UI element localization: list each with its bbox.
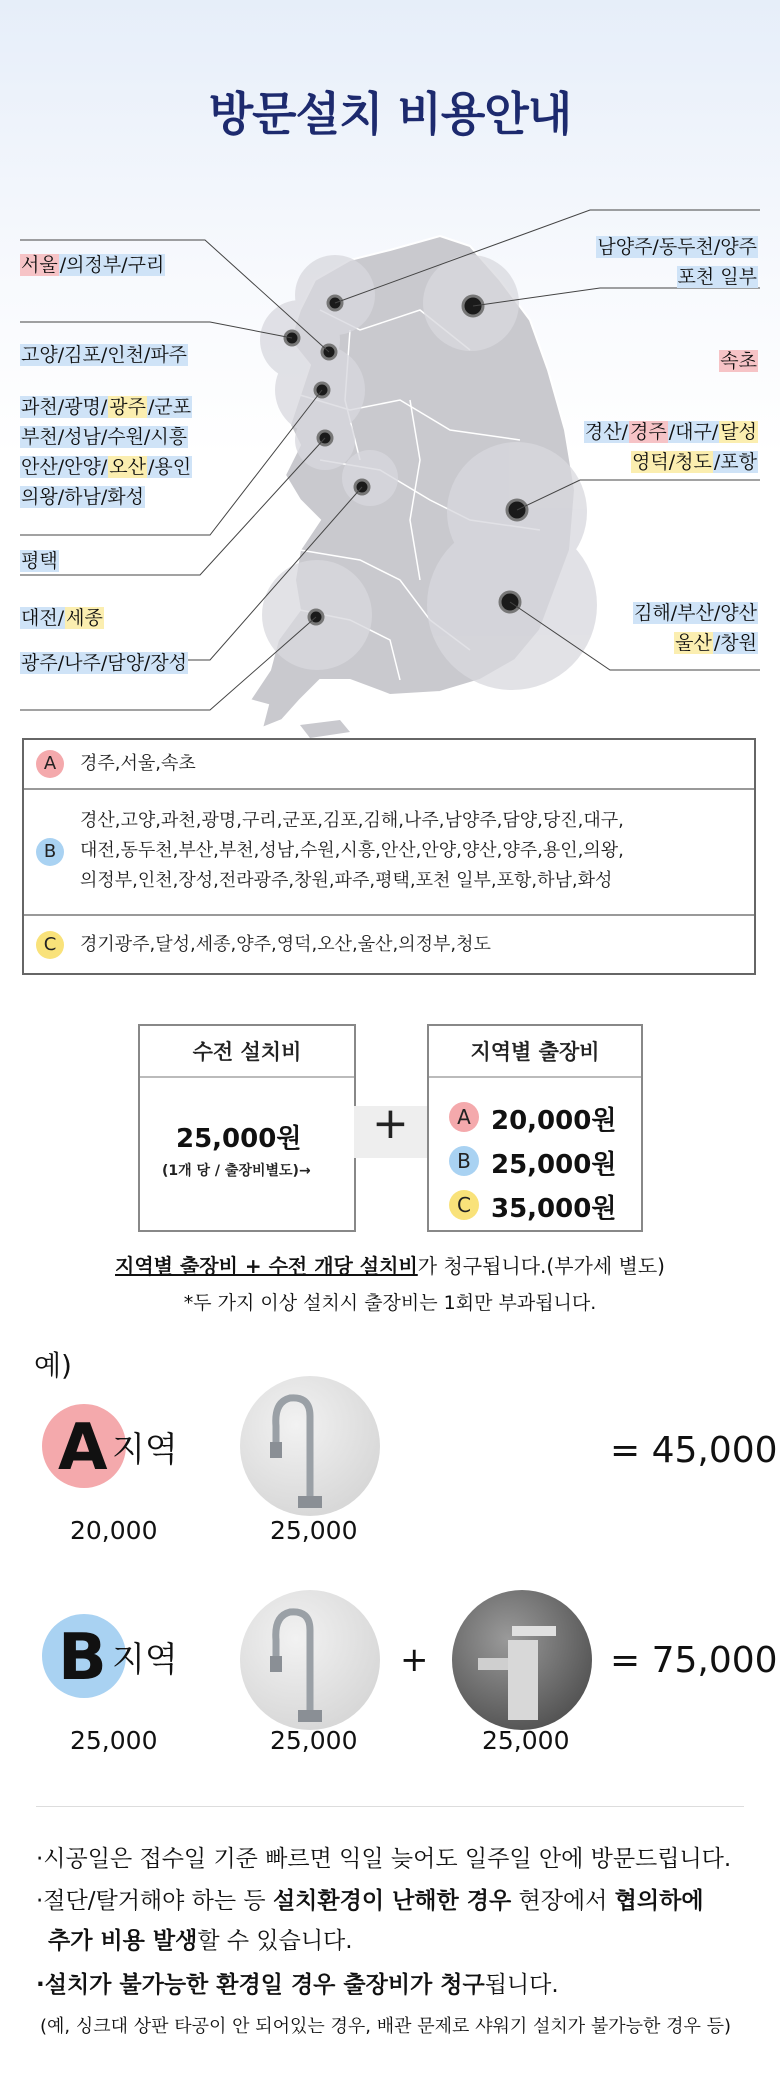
- example-a-letter: A: [58, 1411, 108, 1485]
- trip-cost-title: 지역별 출장비: [429, 1026, 641, 1078]
- label-gwangju-gyeonggi: 광주: [109, 396, 146, 418]
- trip-price-c: 35,000원: [491, 1194, 617, 1224]
- legend-row-c: [24, 916, 754, 973]
- example-b-faucet2-amount: 25,000: [482, 1726, 570, 1755]
- example-label: 예): [34, 1349, 72, 1382]
- label-sokcho-text: 속초: [720, 350, 757, 372]
- label-pohang: /포항: [713, 451, 757, 473]
- region-legend: [22, 738, 756, 975]
- bullet-examples: (예, 싱크대 상판 타공이 안 되어있는 경우, 배관 문제로 샤워기 설치가 불가능한 경우 등): [40, 2016, 732, 2037]
- label-ansan: 안산/안양/: [21, 456, 108, 478]
- label-daejeon: [20, 603, 104, 633]
- label-gimhae: [633, 598, 758, 658]
- install-cost-price: 25,000원: [176, 1124, 302, 1154]
- bullet-extra-cost-bold: 추가 비용 발생: [48, 1928, 198, 1954]
- bullet-difficult-env: [36, 1882, 704, 1915]
- badge-a: A: [36, 750, 64, 778]
- faucet-image-pullout: [240, 1376, 380, 1516]
- label-pyeongtaek-text: 평택: [21, 550, 58, 572]
- legend-a-text: 경주,서울,속초: [80, 753, 196, 774]
- label-sejong: 세종: [66, 607, 103, 629]
- badge-b: B: [36, 838, 64, 866]
- legend-b-text: [80, 806, 624, 896]
- label-changwon: /창원: [713, 632, 757, 654]
- example-a-trip-amount: 20,000: [70, 1516, 158, 1545]
- example-a-region: 지역: [112, 1430, 178, 1470]
- label-namyangju-l1: 남양주/동두천/양주: [597, 236, 757, 258]
- bullet-impossible-bold: ·설치가 불가능한 환경일 경우 출장비가 청구: [36, 1972, 485, 1998]
- plus-sign: +: [372, 1098, 409, 1149]
- example-a-faucet-amount: 25,000: [270, 1516, 358, 1545]
- install-cost-title: 수전 설치비: [140, 1026, 354, 1078]
- label-daegu: /대구/: [668, 421, 719, 443]
- label-gyeongju: 경주: [630, 421, 667, 443]
- label-seoul: [20, 250, 165, 280]
- bullet-schedule: ·시공일은 접수일 기준 빠르면 익일 늦어도 일주일 안에 방문드립니다.: [36, 1846, 732, 1872]
- bullet-difficult-d: 협의하에: [614, 1888, 704, 1914]
- faucet-image-pullout-b: [240, 1590, 380, 1730]
- bullet-extra-cost-rest: 할 수 있습니다.: [197, 1928, 353, 1954]
- label-gyeongsan-city: 경산/: [584, 421, 629, 443]
- trip-price-a: 20,000원: [491, 1106, 617, 1136]
- label-namyangju: [596, 232, 758, 292]
- label-gwangju-text: 광주/나주/담양/장성: [21, 652, 188, 674]
- label-gwacheon-a: 과천/광명/: [21, 396, 108, 418]
- multi-install-note: *두 가지 이상 설치시 출장비는 1회만 부과됩니다.: [183, 1292, 597, 1314]
- label-sokcho: [719, 346, 758, 376]
- label-goyang: [20, 340, 188, 370]
- example-b-trip-amount: 25,000: [70, 1726, 158, 1755]
- page-title: 방문설치 비용안내: [208, 87, 572, 141]
- bullet-impossible-rest: 됩니다.: [484, 1972, 559, 1998]
- install-cost-note: (1개 당 / 출장비별도)→: [162, 1163, 311, 1179]
- label-yeongdeok: 영덕/청도: [632, 451, 712, 473]
- billing-note: [0, 1250, 780, 1279]
- bullet-difficult-c: 현장에서: [511, 1888, 615, 1914]
- label-gyeongsan: [584, 417, 758, 477]
- legend-b-line2: 대전,동두천,부산,부천,성남,수원,시흥,안산,안양,양산,양주,용인,의왕,: [80, 840, 624, 861]
- example-b-faucet1-amount: 25,000: [270, 1726, 358, 1755]
- jeju-island: [300, 720, 350, 738]
- label-uiwang-line: 의왕/하남/화성: [21, 486, 144, 508]
- legend-c-text: 경기광주,달성,세종,양주,영덕,오산,울산,의정부,청도: [80, 934, 491, 955]
- bullet-difficult-b: 설치환경이 난해한 경우: [272, 1888, 512, 1914]
- trip-badge-c: C: [449, 1190, 479, 1220]
- install-cost-box: [138, 1024, 356, 1232]
- label-bucheon-line: 부천/성남/수원/시흥: [21, 426, 188, 448]
- label-yongin: /용인: [147, 456, 192, 478]
- bullet-extra-cost: [48, 1922, 353, 1955]
- faucet-image-basin: [452, 1590, 592, 1730]
- bullet-difficult-a: ·절단/탈거해야 하는 등: [36, 1888, 273, 1914]
- example-a-total: = 45,000: [610, 1430, 778, 1471]
- trip-price-b: 25,000원: [491, 1150, 617, 1180]
- label-pyeongtaek: [20, 546, 59, 576]
- label-ulsan: 울산: [675, 632, 712, 654]
- badge-c: C: [36, 931, 64, 959]
- section-divider: [36, 1806, 744, 1807]
- trip-badge-b: B: [449, 1146, 479, 1176]
- trip-badge-a: A: [449, 1102, 479, 1132]
- bullet-impossible: [36, 1966, 559, 1999]
- trip-cost-box: [427, 1024, 643, 1232]
- faucet-pullout-icon: [240, 1376, 380, 1516]
- example-b-total: = 75,000: [610, 1640, 778, 1681]
- legend-b-line3: 의정부,인천,장성,전라광주,창원,파주,평택,포천 일부,포항,하남,화성: [80, 870, 613, 891]
- label-seoul-rest: /의정부/구리: [59, 254, 165, 276]
- label-gimhae-l1: 김해/부산/양산: [634, 602, 757, 624]
- example-b-region: 지역: [112, 1640, 178, 1680]
- legend-b-line1: 경산,고양,과천,광명,구리,군포,김포,김해,나주,남양주,담양,당진,대구,: [80, 810, 624, 831]
- faucet-pullout-icon-b: [240, 1590, 380, 1730]
- billing-note-rest: 가 청구됩니다.(부가세 별도): [417, 1254, 665, 1278]
- example-b-plus: +: [400, 1640, 429, 1680]
- label-osan: 오산: [109, 456, 146, 478]
- legend-row-a: [24, 740, 754, 790]
- billing-note-bold: 지역별 출장비 + 수전 개당 설치비: [115, 1254, 418, 1278]
- label-dalseong: 달성: [720, 421, 757, 443]
- label-daejeon-city: 대전/: [21, 607, 65, 629]
- legend-row-b: [24, 790, 754, 916]
- label-gunpo: /군포: [147, 396, 192, 418]
- label-goyang-text: 고양/김포/인천/파주: [21, 344, 188, 366]
- label-pocheon: 포천 일부: [677, 266, 757, 288]
- label-gwangju: [20, 648, 188, 678]
- label-seoul-city: 서울: [21, 254, 58, 276]
- example-b-letter: B: [58, 1621, 107, 1695]
- faucet-basin-icon: [452, 1590, 592, 1730]
- label-gwacheon-group: [20, 392, 192, 512]
